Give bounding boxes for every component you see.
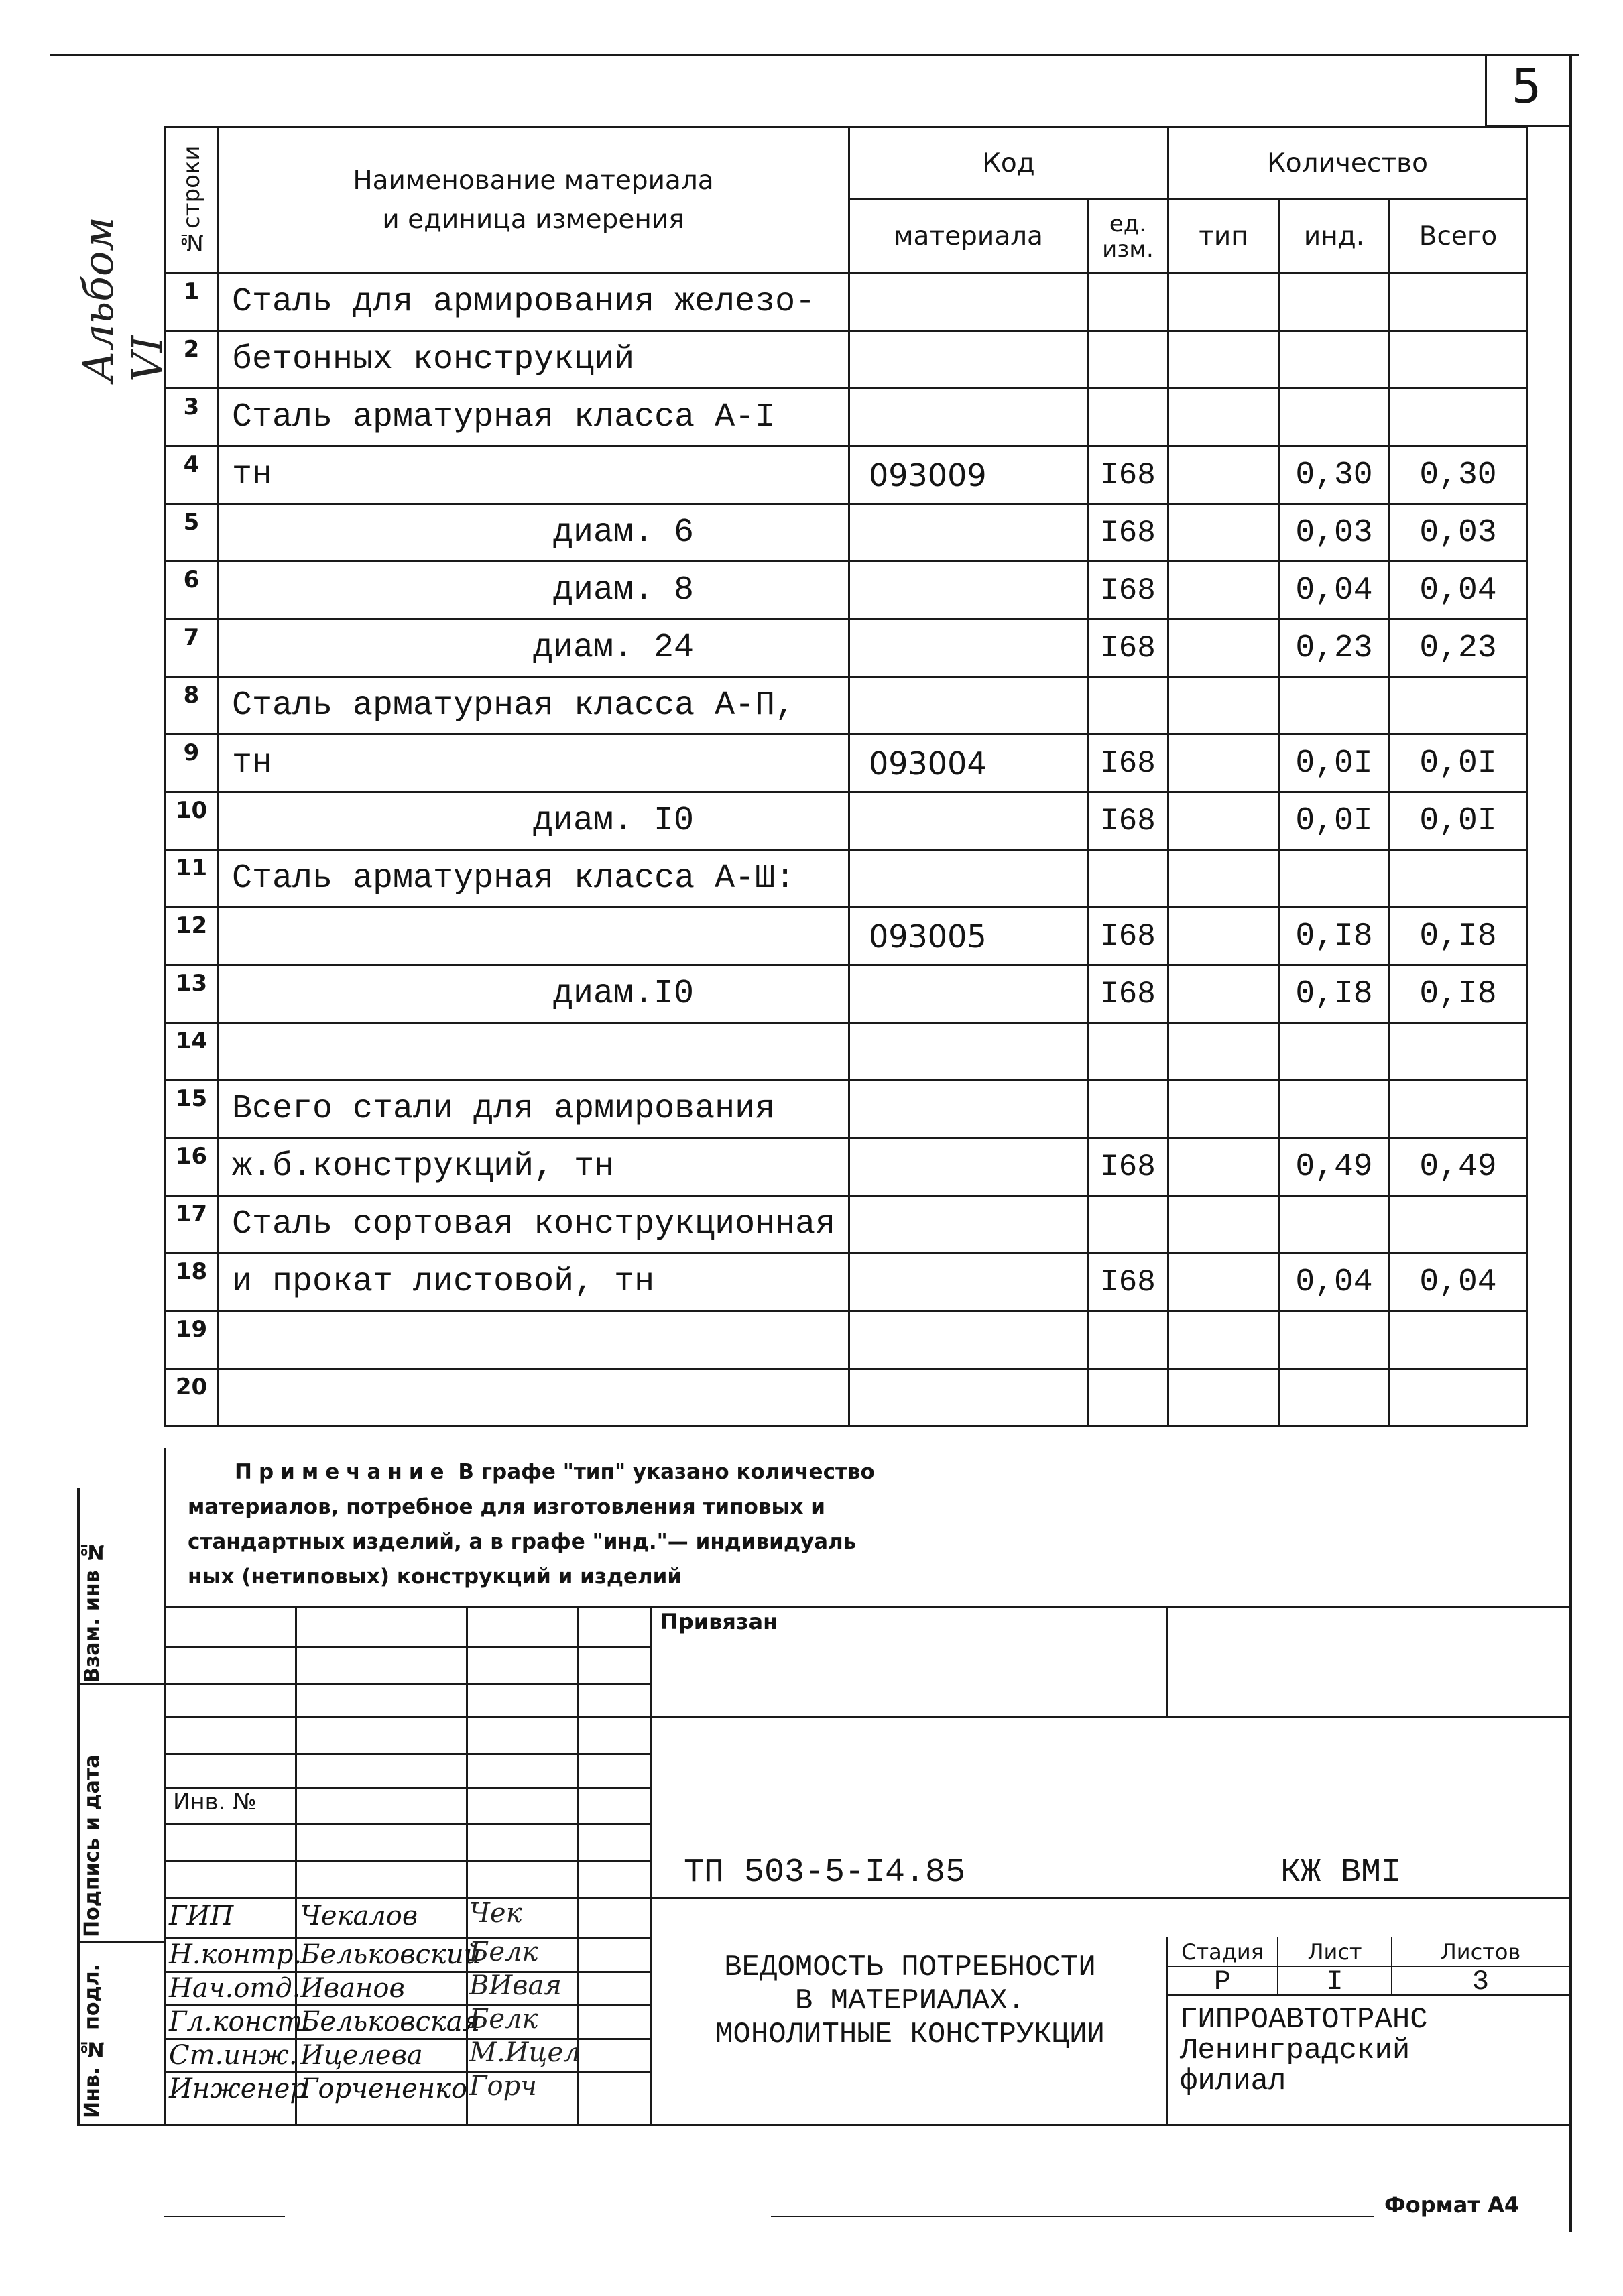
row-unit: I68 xyxy=(1088,562,1168,619)
row-ind: 0,I8 xyxy=(1279,965,1390,1023)
signer-role: ГИП xyxy=(169,1900,234,1931)
top-rule xyxy=(50,54,1579,56)
row-type xyxy=(1168,1023,1279,1081)
table-row xyxy=(166,965,1527,1023)
row-code xyxy=(849,1369,1088,1427)
row-unit xyxy=(1088,1311,1168,1369)
row-name xyxy=(218,1023,849,1081)
row-name: тн xyxy=(218,735,849,792)
row-unit xyxy=(1088,1369,1168,1427)
row-unit: I68 xyxy=(1088,1138,1168,1196)
row-ind: 0,04 xyxy=(1279,1254,1390,1311)
row-unit xyxy=(1088,1023,1168,1081)
row-code: 093004 xyxy=(849,735,1088,792)
page-number: 5 xyxy=(1511,59,1542,114)
row-unit xyxy=(1088,389,1168,446)
row-total: 0,0I xyxy=(1390,735,1527,792)
signature: Белк xyxy=(469,1937,538,1968)
row-ind xyxy=(1279,1369,1390,1427)
row-ind xyxy=(1279,1081,1390,1138)
row-total xyxy=(1390,850,1527,908)
side-divider-2 xyxy=(77,1941,164,1943)
table-row xyxy=(166,1081,1527,1138)
table-row xyxy=(166,1254,1527,1311)
doc-title-line2: В МАТЕРИАЛАХ. xyxy=(794,1984,1026,2018)
sheets-label: Листов xyxy=(1440,1939,1521,1965)
row-unit xyxy=(1088,1081,1168,1138)
stamp-vline-5 xyxy=(1166,1606,1168,1716)
row-type xyxy=(1168,1369,1279,1427)
row-type xyxy=(1168,792,1279,850)
signature: М.Ицел xyxy=(469,2037,581,2068)
row-total: 0,30 xyxy=(1390,446,1527,504)
signer-name: Горчененко xyxy=(300,2073,468,2104)
signer-name: Бельковская xyxy=(300,2006,481,2037)
row-name: тн xyxy=(218,446,849,504)
row-code: 093005 xyxy=(849,908,1088,965)
row-name: Сталь арматурная класса А-П, xyxy=(218,677,849,735)
table-row xyxy=(166,792,1527,850)
sheets-value: 3 xyxy=(1471,1966,1490,1998)
row-unit xyxy=(1088,1196,1168,1254)
row-code xyxy=(849,389,1088,446)
row-ind: 0,30 xyxy=(1279,446,1390,504)
table-row xyxy=(166,446,1527,504)
bottom-frame xyxy=(77,2124,1571,2126)
row-unit: I68 xyxy=(1088,908,1168,965)
row-number: 4 xyxy=(166,446,218,504)
row-unit: I68 xyxy=(1088,504,1168,562)
table-row xyxy=(166,850,1527,908)
org-line1: ГИПРОАВТОТРАНС xyxy=(1180,2003,1428,2037)
org-line3: филиал xyxy=(1180,2065,1286,2098)
signer-role: Инженер xyxy=(169,2073,307,2104)
right-frame xyxy=(1569,54,1572,2232)
doc-title xyxy=(654,1951,1166,2051)
row-ind: 0,0I xyxy=(1279,735,1390,792)
table-row xyxy=(166,619,1527,677)
row-total: 0,I8 xyxy=(1390,965,1527,1023)
signer-role: Гл.конст. xyxy=(169,2006,312,2037)
row-number: 8 xyxy=(166,677,218,735)
row-name: диам. 24 xyxy=(218,619,849,677)
row-name: Сталь сортовая конструкционная xyxy=(218,1196,849,1254)
header-code-material: материала xyxy=(849,200,1088,274)
stamp-line-1 xyxy=(164,1606,1569,1608)
stamp-vline-4 xyxy=(650,1606,652,2125)
signer-role: Нач.отд. xyxy=(169,1973,301,2004)
row-ind xyxy=(1279,1311,1390,1369)
row-code xyxy=(849,1081,1088,1138)
row-type xyxy=(1168,562,1279,619)
row-ind xyxy=(1279,389,1390,446)
row-name: и прокат листовой, тн xyxy=(218,1254,849,1311)
row-total: 0,03 xyxy=(1390,504,1527,562)
header-qty-total: Всего xyxy=(1390,200,1527,274)
note-line2: материалов, потребное для изготовления типовых и xyxy=(188,1495,826,1519)
row-number: 9 xyxy=(166,735,218,792)
row-ind: 0,03 xyxy=(1279,504,1390,562)
table-row xyxy=(166,1369,1527,1427)
row-unit xyxy=(1088,677,1168,735)
table-row xyxy=(166,1138,1527,1196)
row-type xyxy=(1168,1254,1279,1311)
row-unit: I68 xyxy=(1088,965,1168,1023)
signer-name: Бельковский xyxy=(300,1939,481,1970)
row-unit: I68 xyxy=(1088,792,1168,850)
stamp-vline-2 xyxy=(466,1606,468,2125)
footer-line-mid xyxy=(771,2216,1374,2217)
row-total xyxy=(1390,1369,1527,1427)
signature: Белк xyxy=(469,2004,538,2035)
note xyxy=(188,1455,992,1594)
table-row xyxy=(166,274,1527,331)
row-unit xyxy=(1088,850,1168,908)
row-code xyxy=(849,274,1088,331)
row-ind xyxy=(1279,1196,1390,1254)
row-unit xyxy=(1088,331,1168,389)
note-line4: ных (нетиповых) конструкций и изделий xyxy=(188,1565,682,1589)
signer-role: Ст.инж. xyxy=(169,2040,298,2071)
row-number: 19 xyxy=(166,1311,218,1369)
header-name: Наименование материала и единица измерения xyxy=(218,127,849,274)
signature: Чек xyxy=(469,1898,522,1929)
row-type xyxy=(1168,274,1279,331)
row-type xyxy=(1168,389,1279,446)
row-type xyxy=(1168,331,1279,389)
stage-value: Р xyxy=(1213,1966,1231,1998)
row-number: 10 xyxy=(166,792,218,850)
row-type xyxy=(1168,1196,1279,1254)
row-unit: I68 xyxy=(1088,446,1168,504)
row-code xyxy=(849,1254,1088,1311)
signer-name: Чекалов xyxy=(300,1900,418,1931)
row-type xyxy=(1168,1311,1279,1369)
row-ind: 0,0I xyxy=(1279,792,1390,850)
row-code xyxy=(849,562,1088,619)
row-code xyxy=(849,1023,1088,1081)
row-number: 7 xyxy=(166,619,218,677)
row-name: Сталь арматурная класса А-Ш: xyxy=(218,850,849,908)
row-name: Сталь арматурная класса А-I xyxy=(218,389,849,446)
row-total xyxy=(1390,331,1527,389)
row-name: Всего стали для армирования xyxy=(218,1081,849,1138)
table-row xyxy=(166,677,1527,735)
row-number: 1 xyxy=(166,274,218,331)
row-ind xyxy=(1279,850,1390,908)
doc-title-line1: ВЕДОМОСТЬ ПОТРЕБНОСТИ xyxy=(724,1951,1096,1984)
row-ind: 0,I8 xyxy=(1279,908,1390,965)
row-total xyxy=(1390,1196,1527,1254)
row-name xyxy=(218,908,849,965)
row-code xyxy=(849,850,1088,908)
row-number: 3 xyxy=(166,389,218,446)
inv-no-label: Инв. № xyxy=(173,1789,257,1815)
row-name: диам. 8 xyxy=(218,562,849,619)
privyazan-label: Привязан xyxy=(660,1609,778,1634)
row-total: 0,49 xyxy=(1390,1138,1527,1196)
row-number: 14 xyxy=(166,1023,218,1081)
row-name: Сталь для армирования железо- xyxy=(218,274,849,331)
doc-title-line3: МОНОЛИТНЫЕ КОНСТРУКЦИИ xyxy=(715,2018,1105,2051)
row-ind: 0,04 xyxy=(1279,562,1390,619)
row-code xyxy=(849,619,1088,677)
row-number: 11 xyxy=(166,850,218,908)
row-name: диам. 6 xyxy=(218,504,849,562)
side-divider-1 xyxy=(77,1683,164,1685)
row-total xyxy=(1390,389,1527,446)
doc-code: ТП 503-5-I4.85 xyxy=(684,1854,966,1892)
table-row xyxy=(166,389,1527,446)
row-type xyxy=(1168,619,1279,677)
header-qty-type: тип xyxy=(1168,200,1279,274)
row-number: 17 xyxy=(166,1196,218,1254)
signer-name: Иванов xyxy=(300,1973,405,2004)
row-name: диам.I0 xyxy=(218,965,849,1023)
row-number: 12 xyxy=(166,908,218,965)
row-total: 0,0I xyxy=(1390,792,1527,850)
row-total xyxy=(1390,274,1527,331)
row-code xyxy=(849,792,1088,850)
row-code xyxy=(849,331,1088,389)
table-row xyxy=(166,504,1527,562)
row-name: бетонных конструкций xyxy=(218,331,849,389)
note-title: Примечание xyxy=(235,1460,451,1484)
note-line1: В графе "тип" указано количество xyxy=(458,1460,875,1484)
sheet-value: I xyxy=(1326,1966,1343,1998)
row-unit: I68 xyxy=(1088,735,1168,792)
table-row xyxy=(166,1196,1527,1254)
row-type xyxy=(1168,850,1279,908)
row-type xyxy=(1168,1081,1279,1138)
row-type xyxy=(1168,908,1279,965)
row-code xyxy=(849,1311,1088,1369)
row-type xyxy=(1168,504,1279,562)
sheet-label: Лист xyxy=(1307,1939,1362,1965)
row-total xyxy=(1390,1023,1527,1081)
row-total: 0,04 xyxy=(1390,562,1527,619)
side-label-vzam: Взам. инв № xyxy=(80,1539,104,1683)
row-type xyxy=(1168,1138,1279,1196)
row-type xyxy=(1168,735,1279,792)
row-code xyxy=(849,677,1088,735)
row-code xyxy=(849,965,1088,1023)
row-name xyxy=(218,1311,849,1369)
row-name xyxy=(218,1369,849,1427)
header-code: Код xyxy=(849,127,1168,200)
materials-table xyxy=(164,126,1528,1427)
row-total xyxy=(1390,1311,1527,1369)
row-number: 16 xyxy=(166,1138,218,1196)
row-number: 2 xyxy=(166,331,218,389)
row-number: 15 xyxy=(166,1081,218,1138)
table-row xyxy=(166,735,1527,792)
row-unit: I68 xyxy=(1088,1254,1168,1311)
row-unit xyxy=(1088,274,1168,331)
row-ind xyxy=(1279,1023,1390,1081)
album-label: Альбом VI xyxy=(74,217,172,382)
row-ind xyxy=(1279,331,1390,389)
row-code xyxy=(849,504,1088,562)
row-number: 5 xyxy=(166,504,218,562)
row-ind xyxy=(1279,677,1390,735)
header-quantity: Количество xyxy=(1168,127,1527,200)
row-name: диам. I0 xyxy=(218,792,849,850)
stamp-line-4 xyxy=(164,1716,1569,1718)
header-code-unit: ед. изм. xyxy=(1088,200,1168,274)
row-total: 0,04 xyxy=(1390,1254,1527,1311)
footer-line-left xyxy=(164,2216,285,2217)
row-type xyxy=(1168,677,1279,735)
row-number: 20 xyxy=(166,1369,218,1427)
table-row xyxy=(166,331,1527,389)
table-row xyxy=(166,1311,1527,1369)
stage-label: Стадия xyxy=(1181,1939,1264,1965)
row-name: ж.б.конструкций, тн xyxy=(218,1138,849,1196)
organization xyxy=(1180,2004,1428,2097)
row-unit: I68 xyxy=(1088,619,1168,677)
signer-role: Н.контр. xyxy=(169,1939,302,1970)
row-total: 0,I8 xyxy=(1390,908,1527,965)
table-row xyxy=(166,562,1527,619)
doc-mark: КЖ ВМI xyxy=(1280,1854,1402,1892)
side-label-podpis: Подпись и дата xyxy=(80,1754,104,1937)
signer-name: Ицелева xyxy=(300,2040,423,2071)
row-total: 0,23 xyxy=(1390,619,1527,677)
side-label-inv-podl: Инв. № подл. xyxy=(80,1963,104,2118)
note-line3: стандартных изделий, а в графе "инд."— индивидуаль xyxy=(188,1530,857,1554)
org-line2: Ленинградский xyxy=(1180,2034,1410,2067)
row-total xyxy=(1390,677,1527,735)
row-code: 093009 xyxy=(849,446,1088,504)
signature: ВИвая xyxy=(469,1970,562,2001)
header-row-no: №строки xyxy=(166,127,218,274)
row-number: 6 xyxy=(166,562,218,619)
table-row xyxy=(166,1023,1527,1081)
row-code xyxy=(849,1138,1088,1196)
signature: Горч xyxy=(469,2071,538,2102)
row-number: 18 xyxy=(166,1254,218,1311)
row-ind xyxy=(1279,274,1390,331)
row-type xyxy=(1168,446,1279,504)
row-number: 13 xyxy=(166,965,218,1023)
row-ind: 0,23 xyxy=(1279,619,1390,677)
row-total xyxy=(1390,1081,1527,1138)
table-row xyxy=(166,908,1527,965)
row-ind: 0,49 xyxy=(1279,1138,1390,1196)
row-type xyxy=(1168,965,1279,1023)
format-label: Формат А4 xyxy=(1384,2192,1520,2218)
header-qty-ind: инд. xyxy=(1279,200,1390,274)
stamp-line-9 xyxy=(164,1897,1569,1899)
row-code xyxy=(849,1196,1088,1254)
